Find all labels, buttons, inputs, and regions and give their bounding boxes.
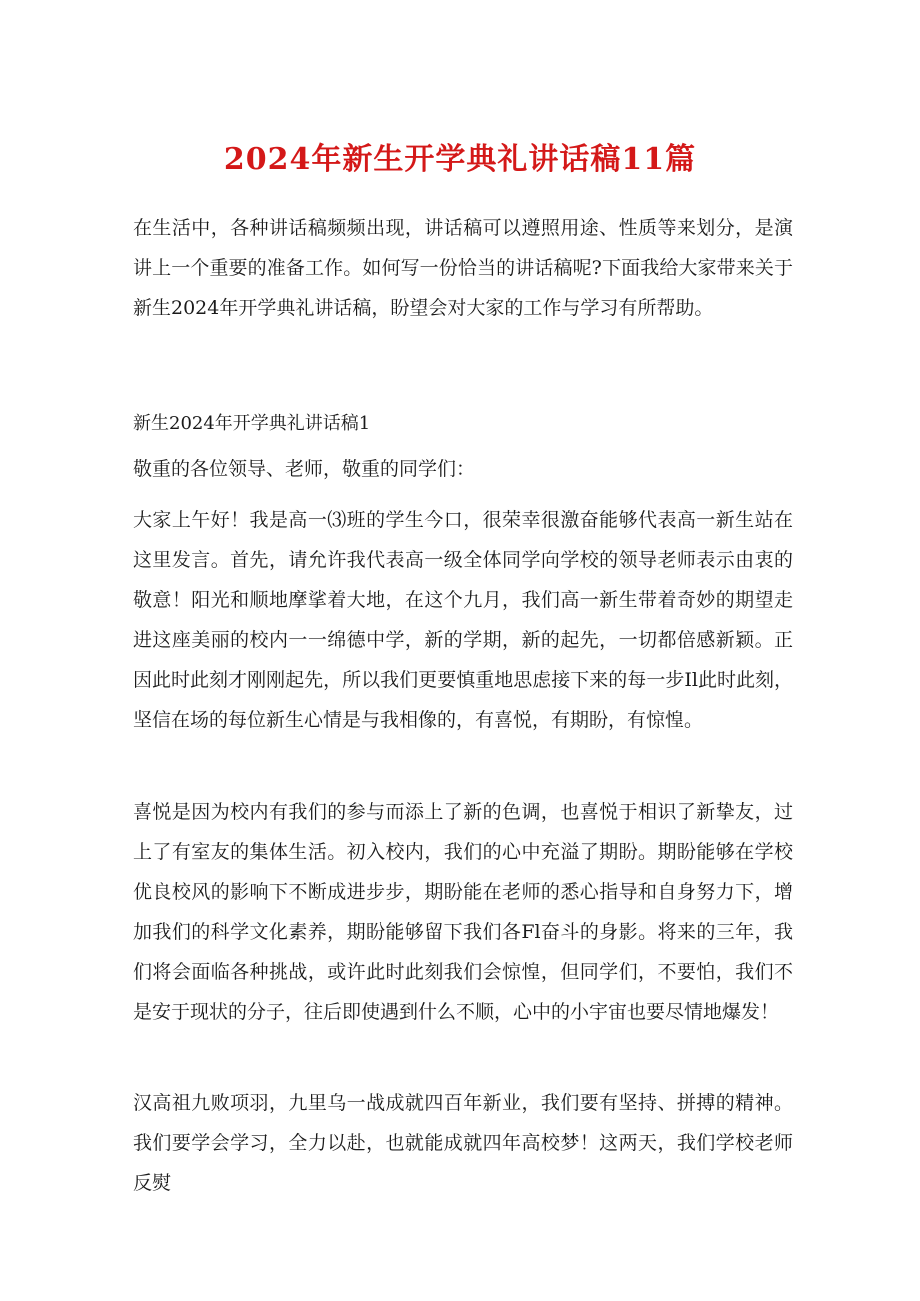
section-heading: 新生2024年开学典礼讲话稿1 xyxy=(133,413,371,434)
intro-paragraph: 在生活中，各种讲话稿频频出现，讲话稿可以遵照用途、性质等来划分，是演讲上一个重要的准备工作。如何写一份恰当的讲话稿呢?下面我给大家带来关于新生2024年开学典礼讲话稿，盼望会对大家的工作与学习有所帮助。 xyxy=(133,217,793,319)
body-paragraph: 汉高祖九败项羽，九里乌一战成就四百年新业，我们要有坚持、拼搏的精神。我们要学会学习，全力以赴，也就能成就四年高校梦！这两天，我们学校老师反熨 xyxy=(133,1092,793,1194)
body-paragraph: 大家上午好！我是高一⑶班的学生今口，很荣幸很激奋能够代表高一新生站在这里发言。首先，请允许我代表高一级全体同学向学校的领导老师表示由衷的敬意！阳光和顺地摩挲着大地，在这个九月，我们高一新生带着奇妙的期望走进这座美丽的校内一一绵德中学，新的学期，新的起先，一切都倍感新颖。正因此时此刻才刚刚起先，所以我们更要慎重地思虑接下来的每一步Il此时此刻，坚信在场的每位新生心情是与我相像的，有喜悦，有期盼，有惊惶。 xyxy=(133,509,793,731)
body-paragraph: 喜悦是因为校内有我们的参与而添上了新的色调，也喜悦于相识了新挚友，过上了有室友的集体生活。初入校内，我们的心中充溢了期盼。期盼能够在学校优良校风的影响下不断成进步步，期盼能在老师的悉心指导和自身努力下，增加我们的科学文化素养，期盼能够留下我们各Fl奋斗的身影。将来的三年，我们将会面临各种挑战，或许此时此刻我们会惊惶，但同学们，不要怕，我们不是安于现状的分子，往后即使遇到什么不顺，心中的小宇宙也要尽情地爆发！ xyxy=(133,801,793,1023)
greeting-line: 敬重的各位领导、老师，敬重的同学们： xyxy=(133,458,476,480)
document-title: 2024年新生开学典礼讲话稿11篇 xyxy=(223,142,697,177)
